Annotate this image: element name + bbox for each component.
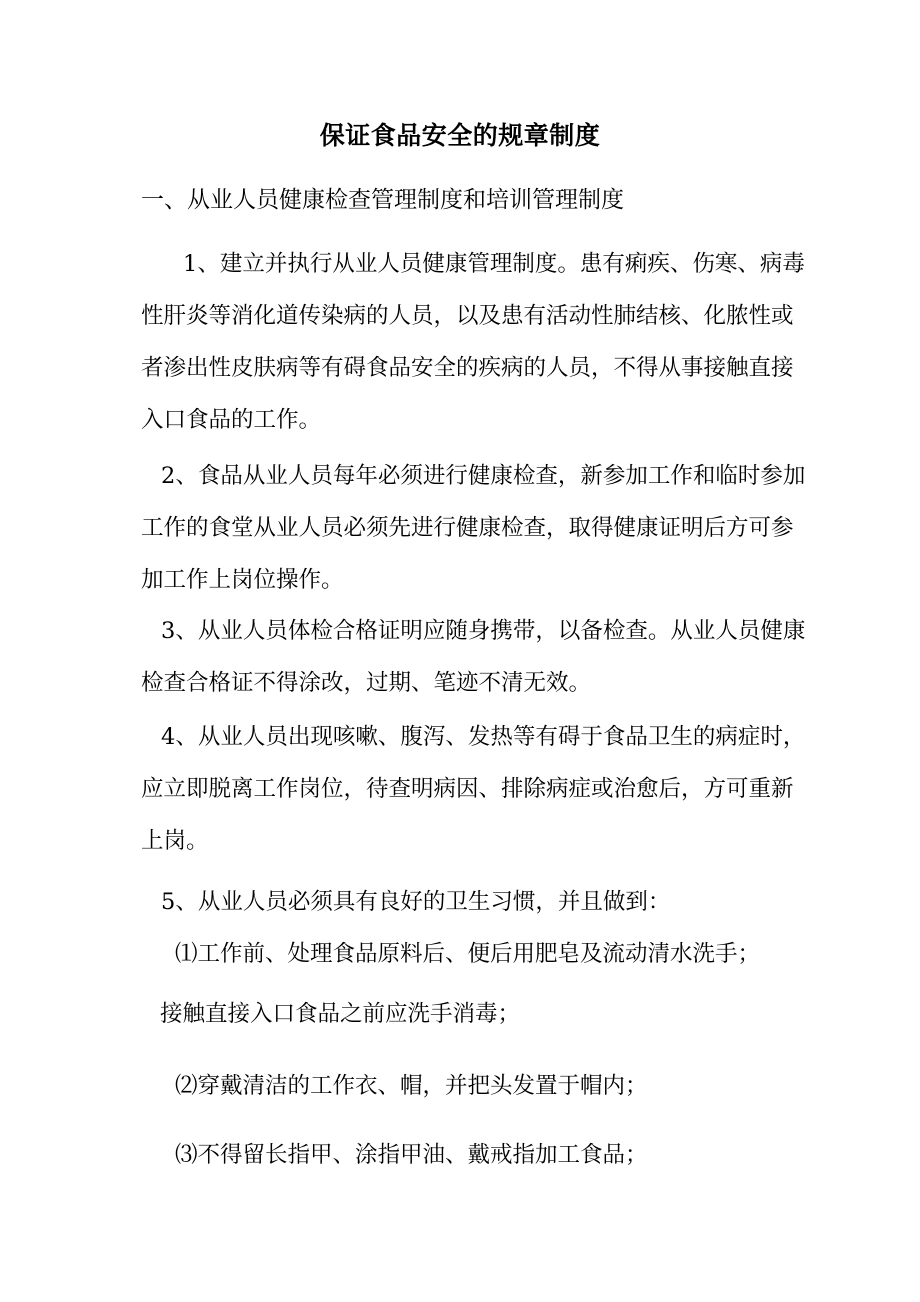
paragraph-line: 5、从业人员必须具有良好的卫生习惯，并且做到：: [161, 889, 671, 915]
sub-item-1-continued: 接触直接入口食品之前应洗手消毒；: [160, 1001, 521, 1027]
page-title: 保证食品安全的规章制度: [319, 121, 601, 150]
paragraph-5: [161, 876, 801, 928]
paragraph-line: 入口食品的工作。: [141, 407, 322, 433]
paragraph-2: [141, 450, 806, 606]
paragraph-line: 者渗出性皮肤病等有碍食品安全的疾病的人员，不得从事接触直接: [141, 355, 794, 381]
paragraph-line: 4、从业人员出现咳嗽、腹泻、发热等有碍于食品卫生的病症时，: [161, 724, 806, 750]
paragraph-line: 3、从业人员体检合格证明应随身携带，以备检查。从业人员健康: [161, 618, 806, 644]
paragraph-line: 1、建立并执行从业人员健康管理制度。患有痢疾、伤寒、病毒: [183, 251, 805, 277]
sub-item-2: ⑵穿戴清洁的工作衣、帽，并把头发置于帽内；: [175, 1073, 648, 1099]
paragraph-line: 工作的食堂从业人员必须先进行健康检查，取得健康证明后方可参: [141, 515, 794, 541]
paragraph-line: 性肝炎等消化道传染病的人员，以及患有活动性肺结核、化脓性或: [141, 303, 794, 329]
paragraph-line: 检查合格证不得涂改，过期、笔迹不清无效。: [141, 670, 592, 696]
paragraph-line: 加工作上岗位操作。: [141, 567, 344, 593]
section-heading: 一、从业人员健康检查管理制度和培训管理制度: [141, 187, 624, 213]
paragraph-line: 2、食品从业人员每年必须进行健康检查，新参加工作和临时参加: [161, 463, 806, 489]
paragraph-3: [141, 605, 806, 709]
paragraph-line: 上岗。: [141, 828, 209, 854]
paragraph-4: [141, 711, 806, 867]
sub-item-1: ⑴工作前、处理食品原料后、便后用肥皂及流动清水洗手；: [175, 941, 761, 967]
paragraph-line: 应立即脱离工作岗位，待查明病因、排除病症或治愈后，方可重新: [141, 776, 794, 802]
sub-item-3: ⑶不得留长指甲、涂指甲油、戴戒指加工食品；: [175, 1142, 648, 1168]
paragraph-1: [141, 238, 805, 446]
